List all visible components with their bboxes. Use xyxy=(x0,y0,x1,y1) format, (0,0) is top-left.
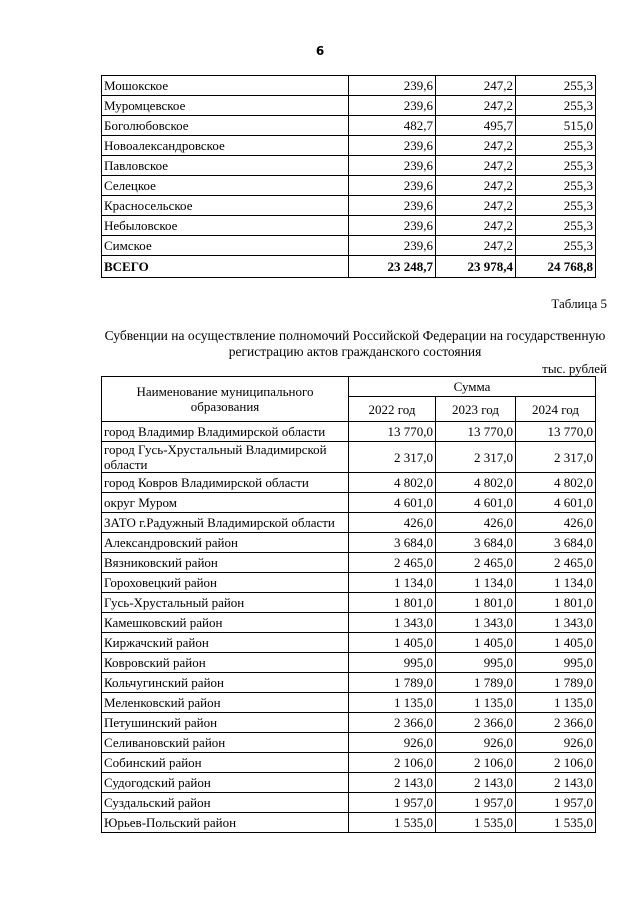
cell-name: Гороховецкий район xyxy=(102,573,349,593)
cell-2022: 2 106,0 xyxy=(349,753,436,773)
cell-2022: 239,6 xyxy=(349,76,436,96)
cell-name: город Владимир Владимирской области xyxy=(102,422,349,442)
table-row xyxy=(102,156,596,176)
cell-2023: 926,0 xyxy=(436,733,516,753)
total-v2024: 24 768,8 xyxy=(516,256,596,278)
cell-2022: 239,6 xyxy=(349,156,436,176)
cell-2023: 1 135,0 xyxy=(436,693,516,713)
table-row xyxy=(102,513,596,533)
cell-2024: 2 106,0 xyxy=(516,753,596,773)
cell-name: город Ковров Владимирской области xyxy=(102,473,349,493)
header-sum: Сумма xyxy=(349,377,596,397)
cell-2023: 995,0 xyxy=(436,653,516,673)
cell-2024: 2 366,0 xyxy=(516,713,596,733)
cell-2024: 1 535,0 xyxy=(516,813,596,833)
cell-2023: 247,2 xyxy=(436,176,516,196)
cell-2022: 926,0 xyxy=(349,733,436,753)
cell-2022: 4 601,0 xyxy=(349,493,436,513)
table-row xyxy=(102,96,596,116)
cell-2022: 426,0 xyxy=(349,513,436,533)
cell-2024: 1 343,0 xyxy=(516,613,596,633)
cell-2022: 4 802,0 xyxy=(349,473,436,493)
cell-2022: 1 789,0 xyxy=(349,673,436,693)
cell-name: Гусь-Хрустальный район xyxy=(102,593,349,613)
cell-name: Боголюбовское xyxy=(102,116,349,136)
cell-name: Юрьев-Польский район xyxy=(102,813,349,833)
cell-name: Симское xyxy=(102,236,349,256)
table-title-line: регистрацию актов гражданского состояния xyxy=(228,344,482,359)
table-row xyxy=(102,442,596,473)
cell-name: ЗАТО г.Радужный Владимирской области xyxy=(102,513,349,533)
cell-name: округ Муром xyxy=(102,493,349,513)
table-row xyxy=(102,196,596,216)
cell-2024: 13 770,0 xyxy=(516,422,596,442)
table-row xyxy=(102,773,596,793)
cell-name: Судогодский район xyxy=(102,773,349,793)
cell-2022: 1 135,0 xyxy=(349,693,436,713)
page-number: 6 xyxy=(315,44,325,58)
cell-2022: 2 465,0 xyxy=(349,553,436,573)
cell-2023: 1 957,0 xyxy=(436,793,516,813)
cell-2024: 515,0 xyxy=(516,116,596,136)
cell-2024: 255,3 xyxy=(516,196,596,216)
table-row xyxy=(102,553,596,573)
cell-2024: 426,0 xyxy=(516,513,596,533)
cell-2023: 1 789,0 xyxy=(436,673,516,693)
table-label: Таблица 5 xyxy=(551,296,607,311)
cell-2024: 926,0 xyxy=(516,733,596,753)
header-2024: 2024 год xyxy=(516,397,596,422)
cell-name: Киржачский район xyxy=(102,633,349,653)
cell-2024: 255,3 xyxy=(516,216,596,236)
table-row xyxy=(102,613,596,633)
cell-2022: 239,6 xyxy=(349,236,436,256)
cell-2023: 247,2 xyxy=(436,216,516,236)
table-row xyxy=(102,753,596,773)
cell-2023: 3 684,0 xyxy=(436,533,516,553)
cell-2022: 239,6 xyxy=(349,176,436,196)
cell-2023: 4 601,0 xyxy=(436,493,516,513)
units-label: тыс. рублей xyxy=(542,361,607,376)
cell-name: Кольчугинский район xyxy=(102,673,349,693)
cell-2024: 2 143,0 xyxy=(516,773,596,793)
cell-2022: 239,6 xyxy=(349,216,436,236)
cell-2024: 1 789,0 xyxy=(516,673,596,693)
table-title xyxy=(90,328,620,360)
cell-2022: 1 405,0 xyxy=(349,633,436,653)
cell-2023: 1 343,0 xyxy=(436,613,516,633)
table-row xyxy=(102,493,596,513)
cell-2023: 2 317,0 xyxy=(436,442,516,473)
cell-name: Петушинский район xyxy=(102,713,349,733)
cell-2023: 247,2 xyxy=(436,76,516,96)
cell-name: Собинский район xyxy=(102,753,349,773)
cell-name: Меленковский район xyxy=(102,693,349,713)
cell-name: Вязниковский район xyxy=(102,553,349,573)
cell-2023: 247,2 xyxy=(436,156,516,176)
cell-2023: 1 134,0 xyxy=(436,573,516,593)
cell-2024: 4 601,0 xyxy=(516,493,596,513)
table-row xyxy=(102,236,596,256)
cell-2023: 247,2 xyxy=(436,96,516,116)
cell-name: город Гусь-Хрустальный Владимирской области xyxy=(102,442,349,473)
cell-2022: 2 317,0 xyxy=(349,442,436,473)
cell-2023: 2 366,0 xyxy=(436,713,516,733)
cell-2022: 239,6 xyxy=(349,96,436,116)
cell-name: Ковровский район xyxy=(102,653,349,673)
cell-name: Мошокское xyxy=(102,76,349,96)
table-row xyxy=(102,573,596,593)
cell-2024: 2 317,0 xyxy=(516,442,596,473)
table-row xyxy=(102,813,596,833)
cell-2024: 255,3 xyxy=(516,76,596,96)
table-row xyxy=(102,633,596,653)
cell-2023: 1 535,0 xyxy=(436,813,516,833)
cell-name: Суздальский район xyxy=(102,793,349,813)
table-row xyxy=(102,176,596,196)
table-row xyxy=(102,422,596,442)
cell-2023: 1 405,0 xyxy=(436,633,516,653)
cell-2024: 255,3 xyxy=(516,176,596,196)
cell-2024: 3 684,0 xyxy=(516,533,596,553)
cell-name: Красносельское xyxy=(102,196,349,216)
continued-table xyxy=(101,75,596,278)
cell-2023: 4 802,0 xyxy=(436,473,516,493)
table-row xyxy=(102,216,596,236)
table-row xyxy=(102,76,596,96)
header-2023: 2023 год xyxy=(436,397,516,422)
cell-2022: 1 801,0 xyxy=(349,593,436,613)
cell-2024: 1 957,0 xyxy=(516,793,596,813)
cell-2023: 247,2 xyxy=(436,196,516,216)
total-name: ВСЕГО xyxy=(102,256,349,278)
cell-2022: 239,6 xyxy=(349,136,436,156)
cell-name: Новоалександровское xyxy=(102,136,349,156)
table-row xyxy=(102,673,596,693)
cell-2024: 1 135,0 xyxy=(516,693,596,713)
table-title-line: Субвенции на осуществление полномочий Российской Федерации на государственную xyxy=(104,328,606,343)
cell-name: Небыловское xyxy=(102,216,349,236)
subventions-table xyxy=(101,376,596,833)
cell-2024: 255,3 xyxy=(516,236,596,256)
table-row xyxy=(102,693,596,713)
cell-2022: 995,0 xyxy=(349,653,436,673)
cell-2024: 255,3 xyxy=(516,136,596,156)
cell-2023: 247,2 xyxy=(436,136,516,156)
table-row xyxy=(102,793,596,813)
cell-2023: 247,2 xyxy=(436,236,516,256)
table-row xyxy=(102,533,596,553)
cell-2024: 255,3 xyxy=(516,156,596,176)
cell-2023: 495,7 xyxy=(436,116,516,136)
table-row xyxy=(102,136,596,156)
cell-2023: 1 801,0 xyxy=(436,593,516,613)
cell-2022: 482,7 xyxy=(349,116,436,136)
table-row xyxy=(102,116,596,136)
cell-2024: 2 465,0 xyxy=(516,553,596,573)
header-row xyxy=(102,377,596,397)
cell-2024: 255,3 xyxy=(516,96,596,116)
table-row xyxy=(102,593,596,613)
header-name: Наименование муниципального образования xyxy=(102,377,349,422)
cell-2023: 426,0 xyxy=(436,513,516,533)
cell-2022: 3 684,0 xyxy=(349,533,436,553)
total-v2023: 23 978,4 xyxy=(436,256,516,278)
cell-2022: 13 770,0 xyxy=(349,422,436,442)
cell-2022: 1 535,0 xyxy=(349,813,436,833)
cell-name: Селивановский район xyxy=(102,733,349,753)
cell-name: Муромцевское xyxy=(102,96,349,116)
cell-name: Павловское xyxy=(102,156,349,176)
cell-2024: 995,0 xyxy=(516,653,596,673)
cell-2023: 2 143,0 xyxy=(436,773,516,793)
total-v2022: 23 248,7 xyxy=(349,256,436,278)
cell-name: Селецкое xyxy=(102,176,349,196)
header-2022: 2022 год xyxy=(349,397,436,422)
cell-2023: 13 770,0 xyxy=(436,422,516,442)
cell-2024: 1 801,0 xyxy=(516,593,596,613)
table-row xyxy=(102,713,596,733)
cell-2022: 2 143,0 xyxy=(349,773,436,793)
total-row xyxy=(102,256,596,278)
cell-2023: 2 106,0 xyxy=(436,753,516,773)
cell-2024: 4 802,0 xyxy=(516,473,596,493)
cell-2022: 1 134,0 xyxy=(349,573,436,593)
cell-2022: 1 343,0 xyxy=(349,613,436,633)
cell-2024: 1 134,0 xyxy=(516,573,596,593)
cell-2024: 1 405,0 xyxy=(516,633,596,653)
cell-name: Камешковский район xyxy=(102,613,349,633)
cell-2022: 239,6 xyxy=(349,196,436,216)
cell-name: Александровский район xyxy=(102,533,349,553)
table-row xyxy=(102,653,596,673)
cell-2022: 2 366,0 xyxy=(349,713,436,733)
table-row xyxy=(102,733,596,753)
table-row xyxy=(102,473,596,493)
cell-2022: 1 957,0 xyxy=(349,793,436,813)
cell-2023: 2 465,0 xyxy=(436,553,516,573)
